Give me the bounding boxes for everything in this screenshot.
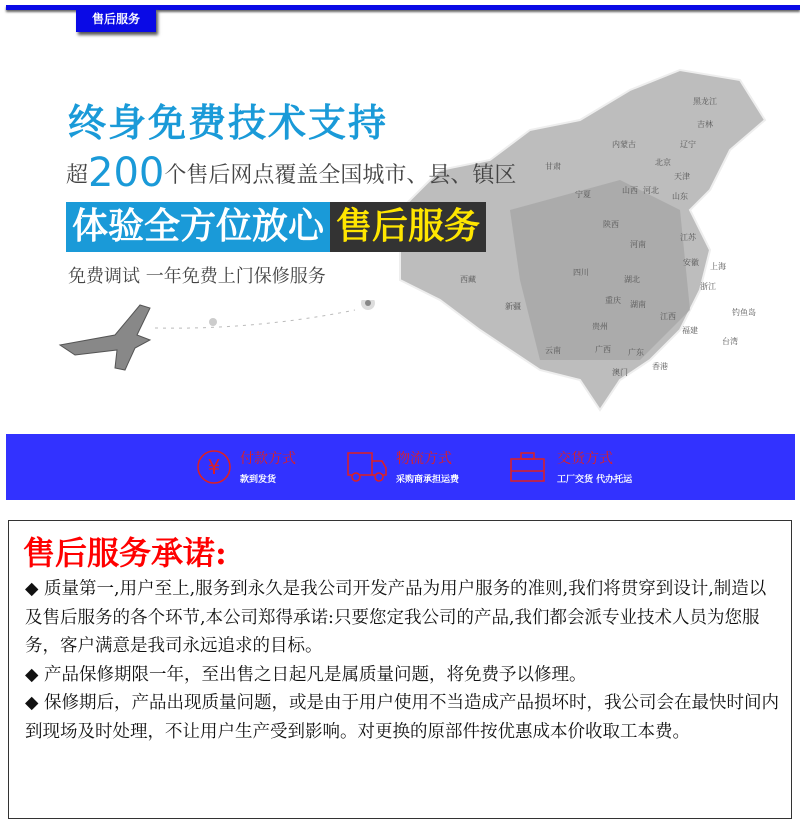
feature-delivery bbox=[509, 448, 632, 485]
map-label: 江苏 bbox=[680, 233, 696, 242]
slogan-dark: 售后服务 bbox=[330, 202, 486, 252]
map-label: 宁夏 bbox=[575, 190, 591, 199]
feature-title: 交货方式 bbox=[557, 451, 613, 467]
briefcase-icon bbox=[509, 451, 547, 483]
map-label: 吉林 bbox=[697, 120, 713, 129]
coverage-text: 超200个售后网点覆盖全国城市、县、镇区 bbox=[66, 150, 517, 196]
feature-title: 物流方式 bbox=[396, 451, 452, 467]
map-label: 重庆 bbox=[605, 296, 621, 305]
promise-item: ◆ 产品保修期限一年，至出售之日起凡是属质量问题，将免费予以修理。 bbox=[25, 664, 587, 685]
promise-item: ◆ 保修期后，产品出现质量问题，或是由于用户使用不当造成产品损坏时，我公司会在最快时间内到现场及时处理，不让用户生产受到影响。对更换的原部件按优惠成本价收取工本费。 bbox=[25, 693, 780, 742]
map-label: 福建 bbox=[682, 326, 698, 335]
section-tab: 售后服务 bbox=[76, 8, 156, 32]
map-label: 山东 bbox=[672, 192, 688, 201]
feature-title: 付款方式 bbox=[240, 451, 296, 467]
map-label: 西藏 bbox=[460, 275, 476, 284]
map-label: 广西 bbox=[595, 345, 611, 354]
feature-logistics bbox=[346, 448, 459, 485]
feature-payment bbox=[196, 448, 296, 485]
map-label: 澳门 bbox=[612, 368, 628, 377]
map-label: 内蒙古 bbox=[612, 140, 636, 149]
map-label: 上海 bbox=[710, 262, 726, 271]
hero-banner bbox=[0, 40, 800, 432]
yen-icon bbox=[196, 449, 232, 485]
service-features-bar bbox=[6, 434, 795, 500]
map-label: 钓鱼岛 bbox=[732, 308, 756, 317]
feature-subtitle: 款到发货 bbox=[240, 475, 277, 485]
map-label: 河南 bbox=[630, 240, 646, 249]
map-label: 辽宁 bbox=[680, 140, 696, 149]
after-sales-promise bbox=[8, 520, 792, 819]
truck-icon bbox=[346, 451, 388, 483]
map-label: 台湾 bbox=[722, 337, 738, 346]
feature-subtitle: 工厂交货 代办托运 bbox=[557, 475, 633, 485]
feature-subtitle: 采购商承担运费 bbox=[396, 475, 460, 485]
map-label: 香港 bbox=[652, 362, 668, 371]
map-label: 云南 bbox=[545, 346, 561, 355]
map-label: 黑龙江 bbox=[693, 97, 717, 106]
map-label: 山西 bbox=[622, 186, 638, 195]
airplane-icon bbox=[55, 300, 395, 380]
map-label: 江西 bbox=[660, 312, 676, 321]
map-label: 甘肃 bbox=[545, 162, 561, 171]
map-label: 湖南 bbox=[630, 300, 646, 309]
map-label: 安徽 bbox=[683, 258, 699, 267]
map-label: 河北 bbox=[643, 186, 659, 195]
promise-item: ◆ 质量第一,用户至上,服务到永久是我公司开发产品为用户服务的准则,我们将贯穿到设计,制造以及售后服务的各个环节,本公司郑得承诺:只要您定我公司的产品,我们都会派专业技术人员为您服务，客户满意是我司永远追求的目标。 bbox=[25, 579, 767, 656]
map-label: 四川 bbox=[573, 268, 589, 277]
map-label: 新疆 bbox=[505, 302, 521, 311]
map-label: 广东 bbox=[628, 348, 644, 357]
slogan-bar bbox=[66, 202, 486, 252]
svg-text:¥: ¥ bbox=[207, 454, 221, 479]
slogan-blue: 体验全方位放心 bbox=[66, 202, 330, 252]
map-label: 浙江 bbox=[700, 282, 716, 291]
map-label: 天津 bbox=[674, 172, 690, 181]
map-label: 北京 bbox=[655, 158, 671, 167]
free-service-text: 免费调试 一年免费上门保修服务 bbox=[68, 266, 326, 287]
promise-title: 售后服务承诺: bbox=[23, 534, 227, 572]
map-label: 陕西 bbox=[603, 220, 619, 229]
map-label: 贵州 bbox=[592, 322, 608, 331]
map-label: 湖北 bbox=[624, 275, 640, 284]
headline: 终身免费技术支持 bbox=[68, 101, 389, 145]
